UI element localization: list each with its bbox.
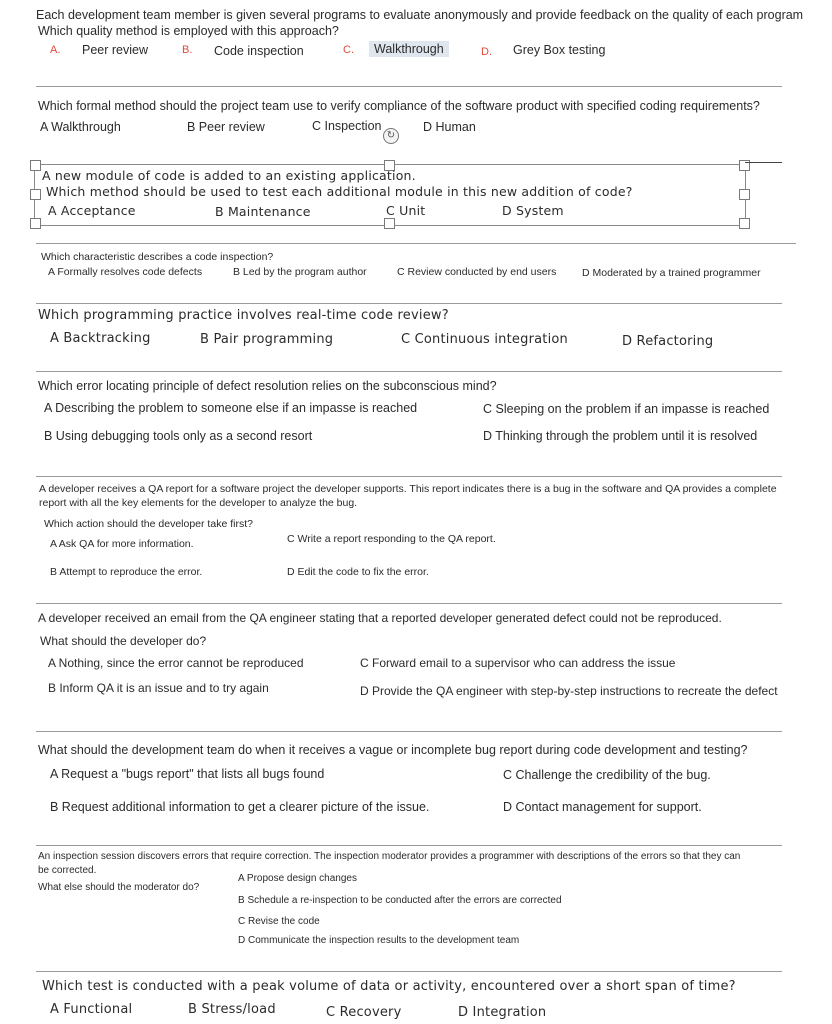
q11-option-c[interactable]: C Recovery — [326, 1005, 402, 1020]
q4-option-a[interactable]: A Formally resolves code defects — [48, 266, 203, 278]
q7-option-a[interactable]: A Ask QA for more information. — [50, 538, 194, 550]
q11-option-b[interactable]: B Stress/load — [188, 1002, 276, 1017]
divider — [36, 371, 782, 372]
q6-option-d[interactable]: D Thinking through the problem until it is resolved — [483, 429, 758, 443]
q2-option-a[interactable]: A Walkthrough — [40, 120, 121, 134]
q11-stem: Which test is conducted with a peak volume of data or activity, encountered over a short span of time? — [42, 979, 736, 994]
q3-option-d[interactable]: D System — [502, 203, 564, 218]
q9-option-d[interactable]: D Contact management for support. — [503, 800, 702, 814]
divider — [36, 845, 782, 846]
q9-option-a[interactable]: A Request a "bugs report" that lists all bugs found — [50, 767, 325, 781]
divider — [36, 731, 782, 732]
q10-option-c[interactable]: C Revise the code — [238, 916, 320, 927]
resize-handle[interactable] — [30, 218, 41, 229]
q3-sub: Which method should be used to test each additional module in this new addition of code? — [46, 184, 633, 199]
q11-option-a[interactable]: A Functional — [50, 1002, 133, 1017]
divider — [36, 476, 782, 477]
q6-option-a[interactable]: A Describing the problem to someone else if an impasse is reached — [44, 401, 418, 415]
q5-option-d[interactable]: D Refactoring — [622, 334, 714, 349]
divider — [36, 243, 796, 244]
q7-stem-line-2: report with all the key elements for the developer to analyze the bug. — [39, 497, 358, 509]
rotate-handle-icon[interactable]: ↻ — [383, 128, 399, 144]
q1-option-d[interactable]: Grey Box testing — [513, 43, 606, 57]
q4-option-d[interactable]: D Moderated by a trained programmer — [582, 267, 761, 279]
q1-option-c-letter: C. — [343, 44, 354, 56]
q1-stem: Each development team member is given several programs to evaluate anonymously and provide feedback on the quality of each program — [36, 8, 804, 22]
resize-handle[interactable] — [739, 218, 750, 229]
q1-option-d-letter: D. — [481, 46, 492, 58]
q1-option-b-letter: B. — [182, 44, 193, 56]
q9-option-b[interactable]: B Request additional information to get a clearer picture of the issue. — [50, 800, 430, 814]
divider — [36, 86, 782, 87]
q6-option-c[interactable]: C Sleeping on the problem if an impasse is reached — [483, 402, 770, 416]
q8-sub: What should the developer do? — [40, 634, 207, 648]
q2-option-c[interactable]: C Inspection — [312, 119, 382, 133]
divider — [36, 971, 782, 972]
q8-option-d[interactable]: D Provide the QA engineer with step-by-step instructions to recreate the defect — [360, 684, 778, 698]
q2-stem: Which formal method should the project team use to verify compliance of the software product with specified coding requirements? — [38, 99, 760, 113]
q1-option-a[interactable]: Peer review — [82, 43, 148, 57]
q8-option-b[interactable]: B Inform QA it is an issue and to try again — [48, 681, 269, 695]
q10-option-d[interactable]: D Communicate the inspection results to the development team — [238, 935, 520, 946]
q10-sub: What else should the moderator do? — [38, 882, 200, 893]
q11-option-d[interactable]: D Integration — [458, 1005, 547, 1020]
q5-option-c[interactable]: C Continuous integration — [401, 332, 568, 347]
q1-option-a-letter: A. — [50, 44, 61, 56]
q1-sub: Which quality method is employed with this approach? — [38, 24, 339, 38]
q8-option-c[interactable]: C Forward email to a supervisor who can address the issue — [360, 656, 676, 670]
q9-stem: What should the development team do when it receives a vague or incomplete bug report during code development and testing? — [38, 743, 748, 757]
q4-stem: Which characteristic describes a code inspection? — [41, 251, 274, 263]
q4-option-b[interactable]: B Led by the program author — [233, 266, 367, 278]
q2-option-b[interactable]: B Peer review — [187, 120, 265, 134]
q7-option-b[interactable]: B Attempt to reproduce the error. — [50, 566, 203, 578]
resize-handle[interactable] — [739, 189, 750, 200]
q1-option-b[interactable]: Code inspection — [214, 44, 304, 58]
q1-option-c-selected[interactable]: Walkthrough — [369, 41, 449, 57]
q7-option-d[interactable]: D Edit the code to fix the error. — [287, 566, 429, 578]
q3-option-c[interactable]: C Unit — [386, 203, 426, 218]
q5-option-a[interactable]: A Backtracking — [50, 331, 151, 346]
q8-stem: A developer received an email from the QA engineer stating that a reported developer generated defect could not be reproduced. — [38, 611, 722, 625]
q5-stem: Which programming practice involves real-time code review? — [38, 308, 449, 323]
q10-stem-line-1: An inspection session discovers errors that require correction. The inspection moderator provides a programmer with descriptions of the errors so that they can — [38, 851, 741, 862]
q10-stem-line-2: be corrected. — [38, 865, 97, 876]
resize-handle[interactable] — [30, 160, 41, 171]
divider — [36, 603, 782, 604]
resize-handle[interactable] — [384, 218, 395, 229]
q6-stem: Which error locating principle of defect resolution relies on the subconscious mind? — [38, 379, 497, 393]
q9-option-c[interactable]: C Challenge the credibility of the bug. — [503, 768, 711, 782]
q7-stem-line-1: A developer receives a QA report for a software project the developer supports. This report indicates there is a bug in the software and QA provides a complete — [39, 483, 777, 495]
q2-option-d[interactable]: D Human — [423, 120, 476, 134]
q4-option-c[interactable]: C Review conducted by end users — [397, 266, 557, 278]
divider — [36, 303, 782, 304]
q10-option-b[interactable]: B Schedule a re-inspection to be conducted after the errors are corrected — [238, 895, 562, 906]
divider — [745, 162, 782, 163]
q3-stem: A new module of code is added to an existing application. — [42, 168, 416, 183]
q5-option-b[interactable]: B Pair programming — [200, 332, 334, 347]
q3-option-a[interactable]: A Acceptance — [48, 203, 136, 218]
q7-sub: Which action should the developer take first? — [44, 518, 253, 530]
q7-option-c[interactable]: C Write a report responding to the QA report. — [287, 533, 496, 545]
q3-option-b[interactable]: B Maintenance — [215, 204, 311, 219]
q8-option-a[interactable]: A Nothing, since the error cannot be reproduced — [48, 656, 304, 670]
q10-option-a[interactable]: A Propose design changes — [238, 873, 357, 884]
q6-option-b[interactable]: B Using debugging tools only as a second resort — [44, 429, 313, 443]
resize-handle[interactable] — [30, 189, 41, 200]
